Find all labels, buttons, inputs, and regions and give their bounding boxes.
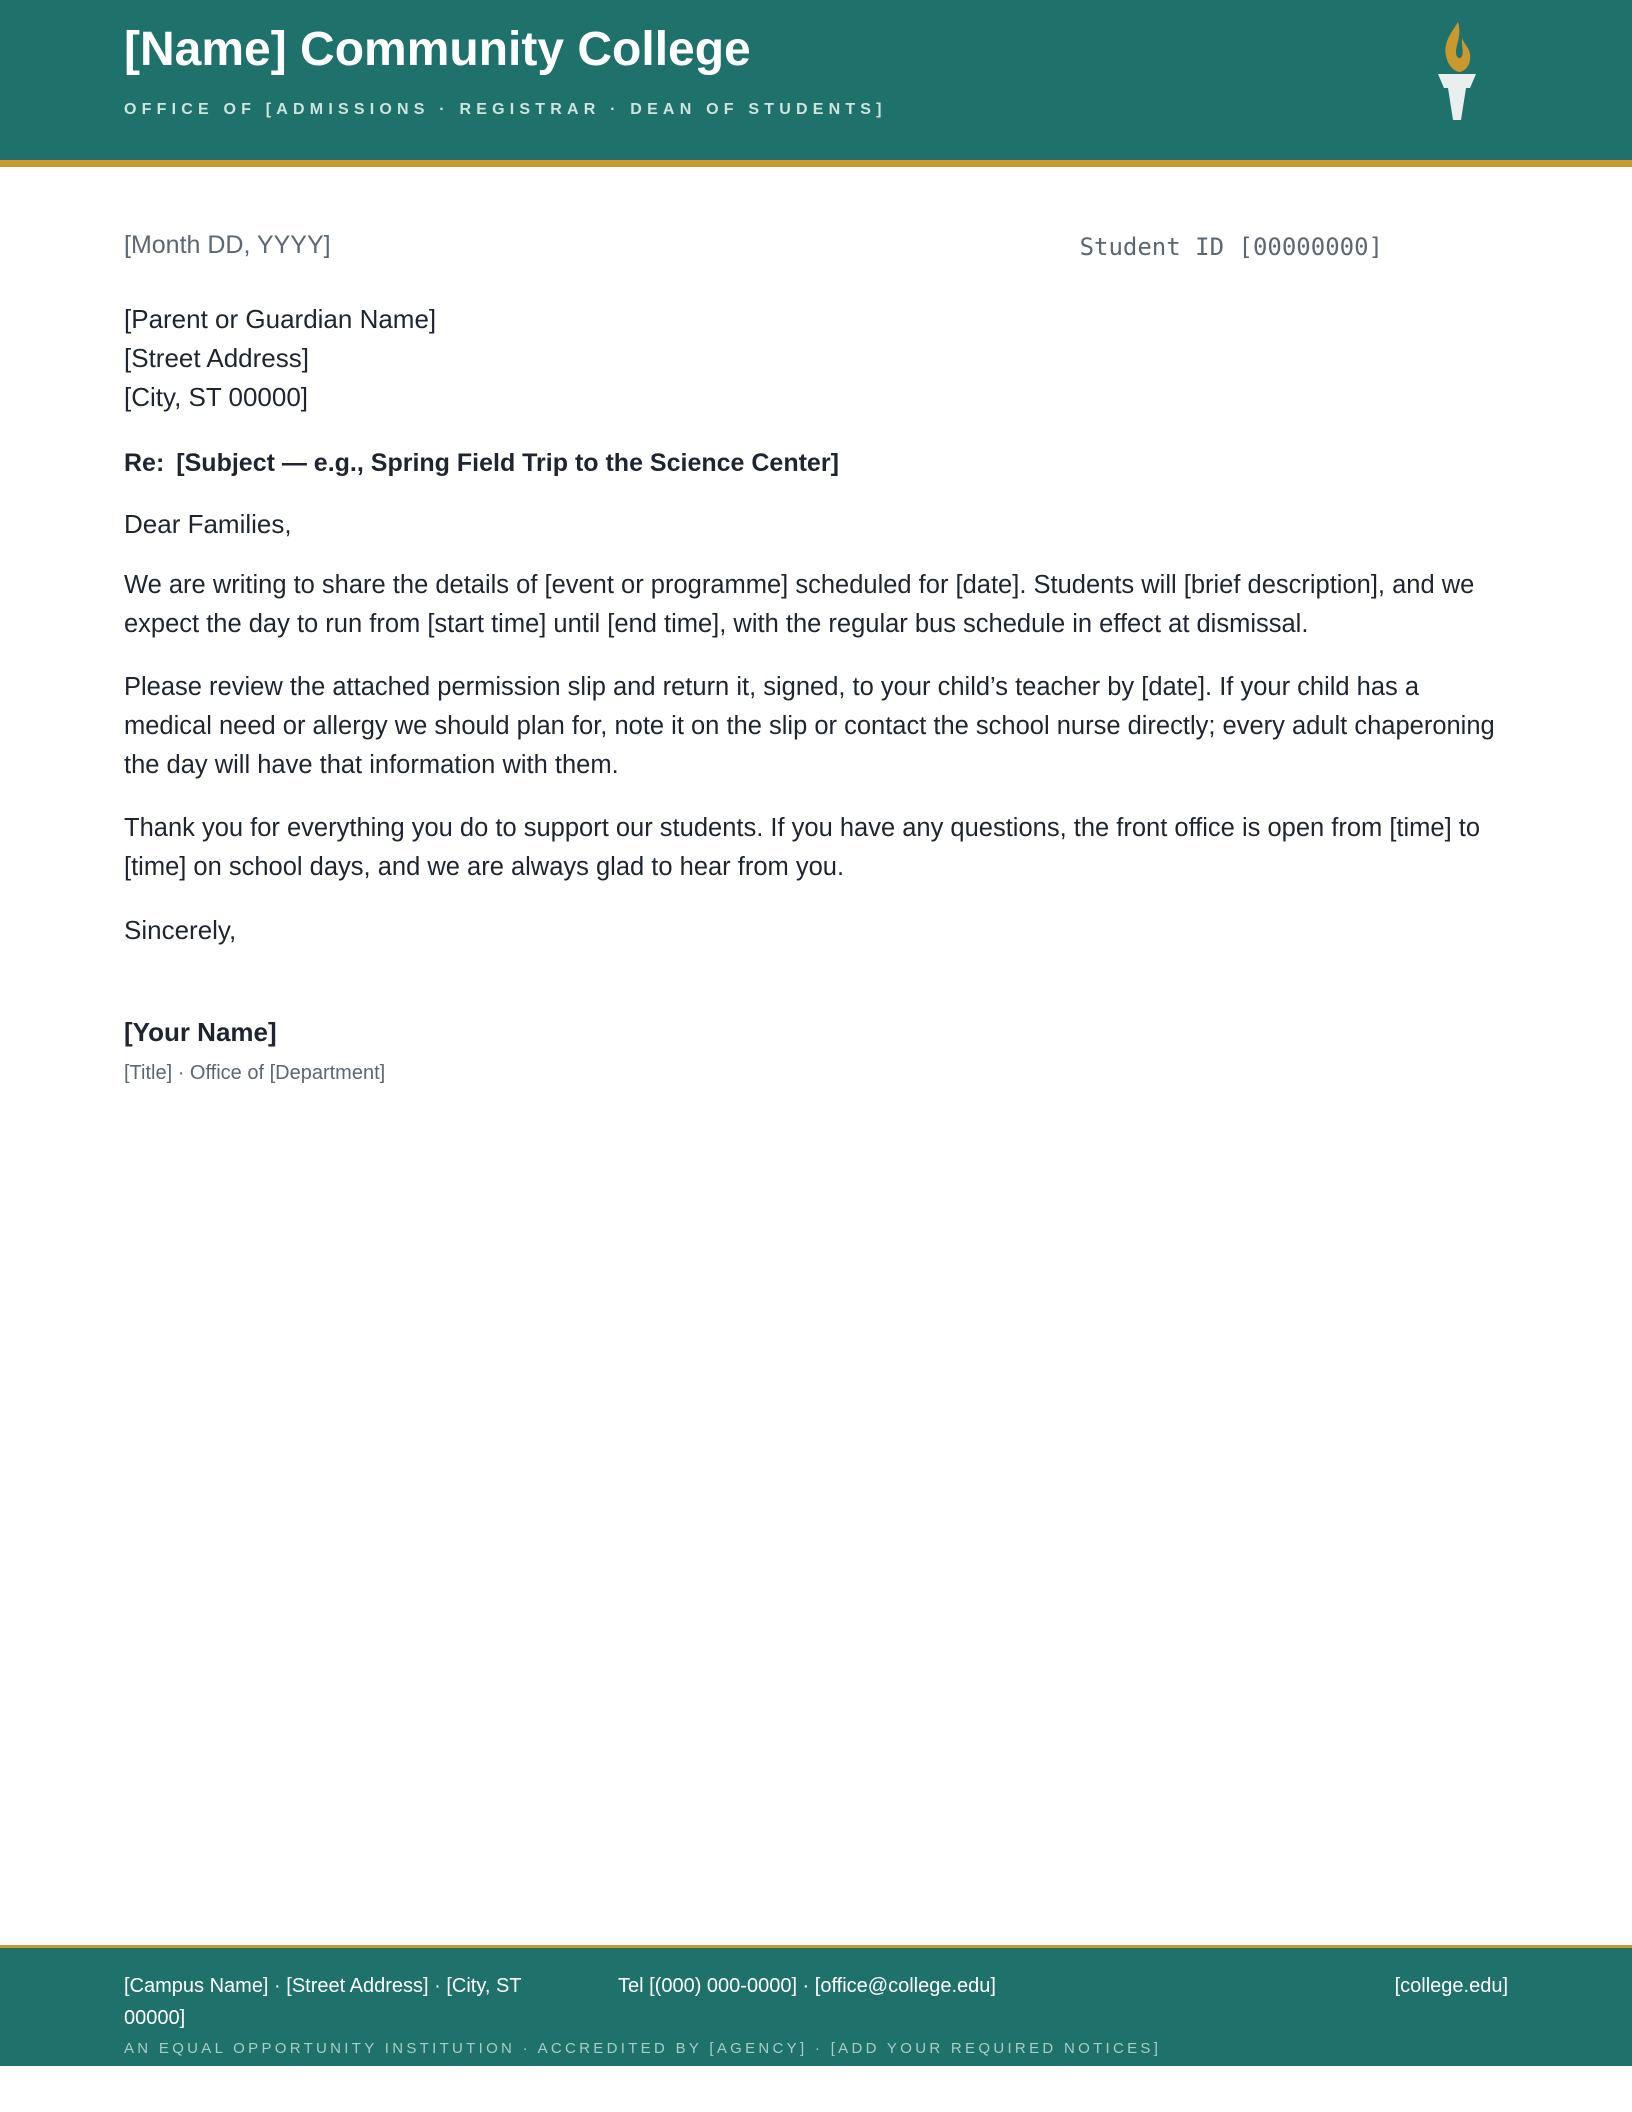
- body-paragraph: Please review the attached permission slip and return it, signed, to your child’s teacher by [date]. If your child has a medical need or allergy we should plan for, note it on the slip or contact the school nurse directly; every adult chaperoning the day will have that information with them.: [124, 673, 1495, 779]
- signature-title: [Title] · Office of [Department]: [124, 1062, 386, 1084]
- letter-date: [Month DD, YYYY]: [124, 231, 331, 259]
- body-paragraph: We are writing to share the details of [event or programme] scheduled for [date]. Students will [brief description], and we expect the day to run from [start time] until [end time], with the regular bus schedule in effect at dismissal.: [124, 571, 1475, 638]
- signature-name: [Your Name]: [124, 1017, 277, 1047]
- footer-website: [college.edu]: [1394, 1975, 1508, 1997]
- recipient-name: [Parent or Guardian Name]: [124, 304, 437, 334]
- subject-line: [124, 449, 839, 478]
- closing: Sincerely,: [124, 915, 237, 945]
- recipient-street: [Street Address]: [124, 343, 309, 373]
- student-id: Student ID [00000000]: [1079, 233, 1383, 261]
- footer-address: [Campus Name] · [Street Address] · [City, ST 00000]: [124, 1975, 522, 2029]
- recipient-address-block: [124, 300, 436, 417]
- subject-text: [Subject — e.g., Spring Field Trip to the Science Center]: [176, 449, 839, 477]
- subject-label: Re:: [124, 449, 165, 477]
- body-paragraph: Thank you for everything you do to support our students. If you have any questions, the front office is open from [time] to [time] on school days, and we are always glad to hear from you.: [124, 814, 1481, 881]
- letterhead-footer: [0, 1945, 1632, 2066]
- greeting: Dear Families,: [124, 509, 292, 539]
- college-name: [Name] Community College: [124, 23, 751, 76]
- footer-contact: Tel [(000) 000-0000] · [office@college.edu]: [618, 1975, 996, 1997]
- torch-icon: [1434, 20, 1480, 126]
- office-line: OFFICE OF [ADMISSIONS · REGISTRAR · DEAN OF STUDENTS]: [124, 101, 887, 118]
- letterhead-header: [0, 0, 1632, 167]
- recipient-city: [City, ST 00000]: [124, 382, 309, 412]
- footer-notice: AN EQUAL OPPORTUNITY INSTITUTION · ACCREDITED BY [AGENCY] · [ADD YOUR REQUIRED NOTICES]: [124, 2040, 1162, 2057]
